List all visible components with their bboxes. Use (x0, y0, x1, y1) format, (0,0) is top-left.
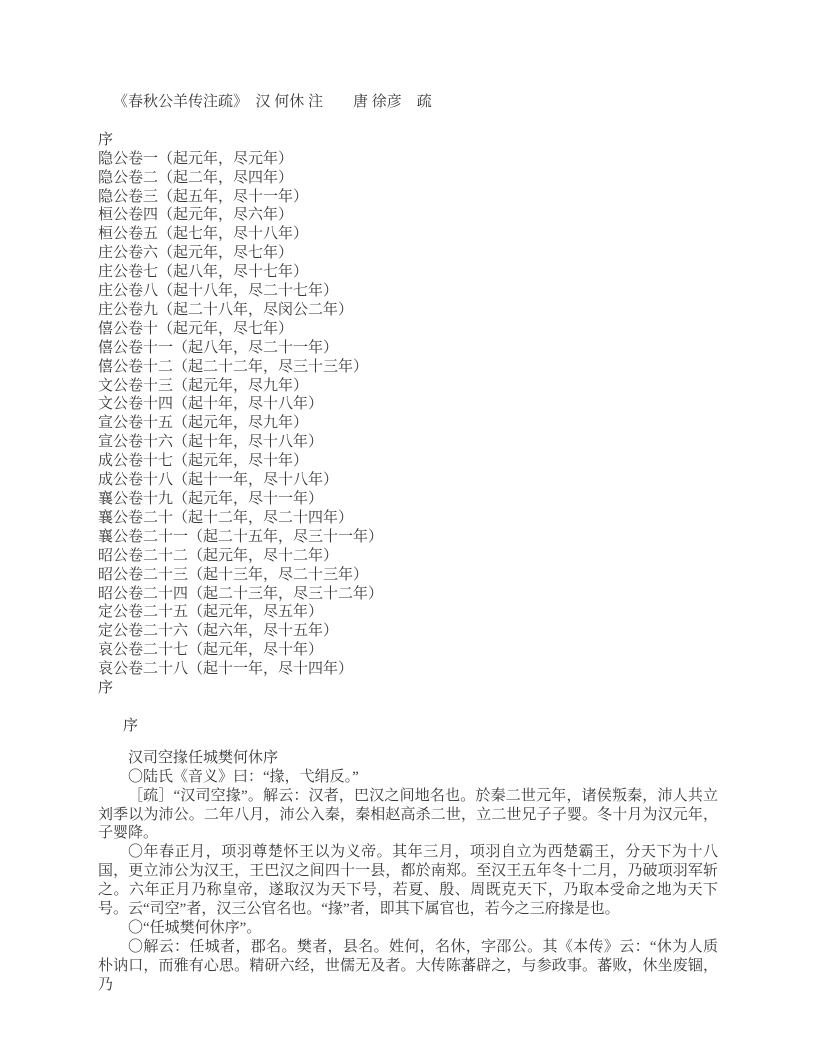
toc-item: 宣公卷十五（起元年，尽九年） (98, 415, 309, 432)
toc-item: 僖公卷十一（起八年，尽二十一年） (98, 339, 339, 356)
toc-item: 定公卷二十五（起元年，尽五年） (98, 604, 324, 621)
preface-paragraph: ［疏］“汉司空掾”。解云：汉者，巴汉之间地名也。於秦二世元年，诸侯叛秦，沛人共立刘季以为沛公。二年八月，沛公入秦，秦相赵高杀二世，立二世兄子子婴。冬十月为汉元年，子婴降。 (98, 787, 718, 842)
document-title: 《春秋公羊传注疏》 汉 何休 注 唐 徐彦 疏 (113, 94, 432, 110)
toc-item: 宣公卷十六（起十年，尽十八年） (98, 434, 324, 451)
toc-header: 序 (98, 131, 114, 148)
toc-item: 隐公卷一（起元年，尽元年） (98, 150, 294, 167)
toc-item: 成公卷十八（起十一年，尽十八年） (98, 472, 339, 489)
blank-line (98, 112, 718, 131)
toc-item: 庄公卷七（起八年，尽十七年） (98, 264, 309, 281)
toc-item: 昭公卷二十三（起十三年，尽二十三年） (98, 566, 369, 583)
toc-item: 桓公卷四（起元年，尽六年） (98, 207, 294, 224)
preface-paragraph: 〇“任城樊何休序”。 (128, 919, 262, 936)
toc-item: 襄公卷二十一（起二十五年，尽三十一年） (98, 528, 384, 545)
preface-paragraph: 〇年春正月，项羽尊楚怀王以为义帝。其年三月，项羽自立为西楚霸王，分天下为十八国，更立沛公为汉王，王巴汉之间四十一县，都於南郑。至汉王五年冬十二月，乃破项羽军斩之。六年正月乃称皇帝，遂取汉为天下号，若夏、殷、周既克天下，乃取本受命之地为天下号。云“司空”者，汉三公官名也。“掾”者，即其下属官也，若今之三府掾是也。 (98, 844, 718, 918)
blank-line (98, 698, 718, 717)
toc-item: 昭公卷二十二（起元年，尽十二年） (98, 547, 339, 564)
toc-item: 僖公卷十（起元年，尽七年） (98, 320, 294, 337)
toc-item: 成公卷十七（起元年，尽十年） (98, 453, 309, 470)
toc-item: 庄公卷六（起元年，尽七年） (98, 245, 294, 262)
toc-item: 定公卷二十六（起六年，尽十五年） (98, 623, 339, 640)
preface-paragraph: 〇陆氏《音义》曰：“掾，弋绢反。” (128, 768, 359, 785)
toc-item: 哀公卷二十七（起元年，尽十年） (98, 642, 324, 659)
toc-item: 庄公卷八（起十八年，尽二十七年） (98, 283, 339, 300)
toc-item: 桓公卷五（起七年，尽十八年） (98, 226, 309, 243)
preface-section-header: 序 (123, 717, 139, 734)
toc-footer: 序 (98, 680, 114, 697)
toc-item: 昭公卷二十四（起二十三年，尽三十二年） (98, 585, 384, 602)
toc-item: 僖公卷十二（起二十二年，尽三十三年） (98, 358, 369, 375)
preface-paragraph: 汉司空掾任城樊何休序 (128, 749, 279, 766)
toc-item: 文公卷十四（起十年，尽十八年） (98, 396, 324, 413)
toc-item: 襄公卷二十（起十二年，尽二十四年） (98, 509, 354, 526)
toc-item: 隐公卷二（起二年，尽四年） (98, 169, 294, 186)
preface-paragraph: 〇解云：任城者，郡名。樊者，县名。姓何，名休，字邵公。其《本传》云：“休为人质朴讷口，而雅有心思。精研六经，世儒无及者。大传陈蕃辟之，与参政事。蕃败，休坐废锢，乃 (98, 938, 718, 993)
toc-item: 隐公卷三（起五年，尽十一年） (98, 188, 309, 205)
toc-item: 襄公卷十九（起元年，尽十一年） (98, 491, 324, 508)
toc-item: 庄公卷九（起二十八年，尽闵公二年） (98, 301, 354, 318)
toc-item: 文公卷十三（起元年，尽九年） (98, 377, 309, 394)
toc-item: 哀公卷二十八（起十一年，尽十四年） (98, 661, 354, 678)
